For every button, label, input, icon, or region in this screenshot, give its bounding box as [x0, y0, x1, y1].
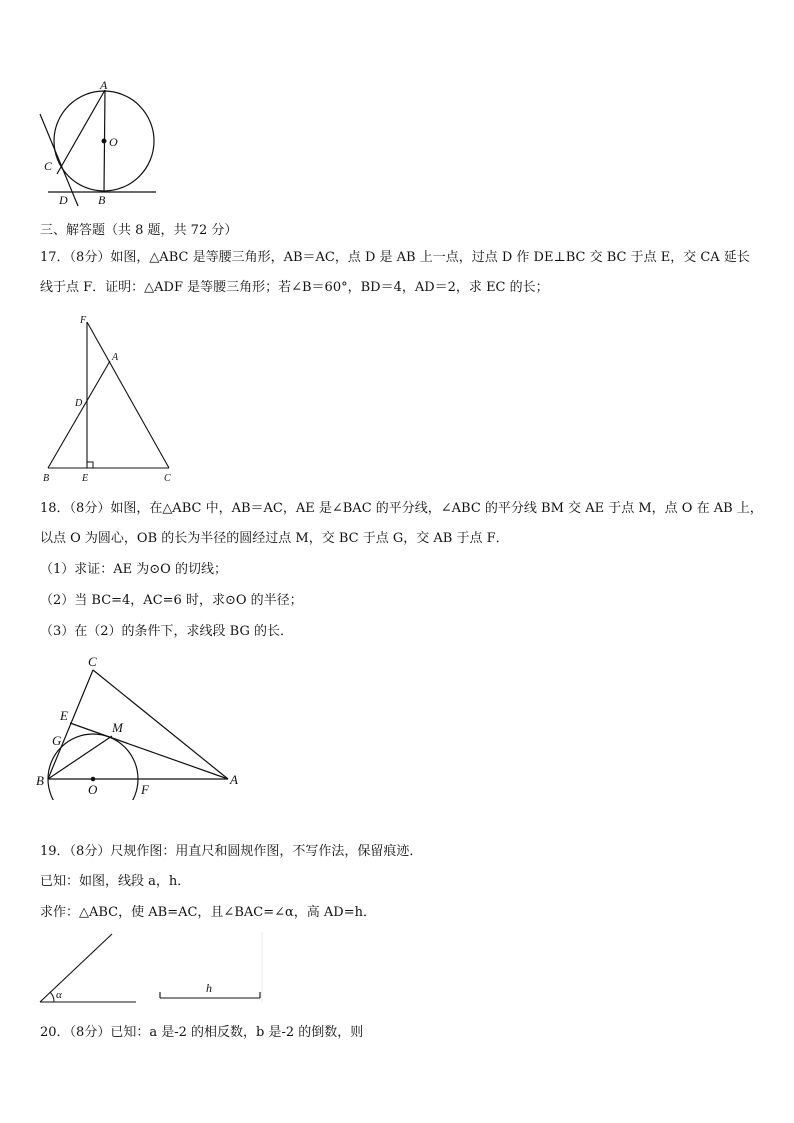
- label-g: G: [52, 733, 62, 748]
- label-a: A: [100, 78, 108, 92]
- q17-triangle-figure: [38, 310, 188, 490]
- segment-ba: [48, 361, 110, 468]
- q20-line1: 20．（8分）已知：a 是-2 的相反数，b 是-2 的倒数，则: [40, 1025, 364, 1040]
- label-c: C: [164, 473, 171, 484]
- label-b: B: [36, 773, 44, 788]
- segment-ea: [70, 723, 228, 779]
- q18-part1: （1）求证：AE 为⊙O 的切线；: [40, 562, 227, 577]
- label-m: M: [112, 720, 123, 735]
- q18-line1: 18．（8分）如图，在△ABC 中，AB＝AC，AE 是∠BAC 的平分线，∠ABC 的平分线 BM 交 AE 于点 M，点 O 在 AB 上，: [40, 501, 763, 516]
- chord-ac: [57, 90, 105, 174]
- label-a: A: [112, 352, 119, 363]
- label-e: E: [60, 708, 68, 723]
- segment-fc: [87, 322, 169, 468]
- right-angle-mark: [87, 462, 93, 468]
- center-dot: [102, 139, 106, 143]
- label-o: O: [88, 782, 98, 797]
- q19-line3: 求作：△ABC，使 AB=AC，且∠BAC=∠α，高 AD=h．: [40, 905, 376, 920]
- angle-slant-ray: [40, 934, 112, 1002]
- section-title: 三、解答题（共 8 题，共 72 分）: [40, 223, 238, 238]
- q18-part2: （2）当 BC=4，AC=6 时，求⊙O 的半径；: [40, 593, 303, 608]
- label-c: C: [88, 654, 97, 669]
- segment-bc: [48, 670, 93, 779]
- q17-line1: 17．（8分）如图，△ABC 是等腰三角形，AB＝AC，点 D 是 AB 上一点，过点 D 作 DE⊥BC 交 BC 于点 E，交 CA 延长: [40, 250, 750, 265]
- label-b: B: [98, 193, 106, 207]
- q18-line2: 以点 O 为圆心，OB 的长为半径的圆经过点 M，交 BC 于点 G，交 AB 于点 F．: [40, 531, 509, 546]
- label-d: D: [75, 398, 83, 409]
- label-d: D: [59, 193, 68, 207]
- label-f: F: [80, 315, 87, 326]
- label-o: O: [109, 135, 118, 149]
- label-a: A: [230, 772, 238, 787]
- center-dot: [91, 777, 95, 781]
- angle-arc: [50, 992, 54, 1002]
- q18-figure: [32, 650, 252, 800]
- q19-line2: 已知：如图，线段 a，h．: [40, 874, 191, 889]
- label-f: F: [141, 782, 149, 797]
- q18-part3: （3）在（2）的条件下，求线段 BG 的长．: [40, 624, 293, 639]
- q19-line1: 19．（8分）尺规作图：用直尺和圆规作图，不写作法，保留痕迹．: [40, 844, 423, 859]
- label-h: h: [206, 981, 212, 995]
- circle-tangent-figure: [30, 78, 170, 208]
- label-alpha: α: [56, 989, 62, 1001]
- q17-line2: 线于点 F．证明：△ADF 是等腰三角形；若∠B＝60°，BD＝4，AD＝2，求 EC 的长；: [40, 280, 549, 295]
- label-c: C: [44, 159, 53, 173]
- q19-figure: [36, 930, 268, 1008]
- label-b: B: [43, 473, 50, 484]
- label-e: E: [82, 473, 89, 484]
